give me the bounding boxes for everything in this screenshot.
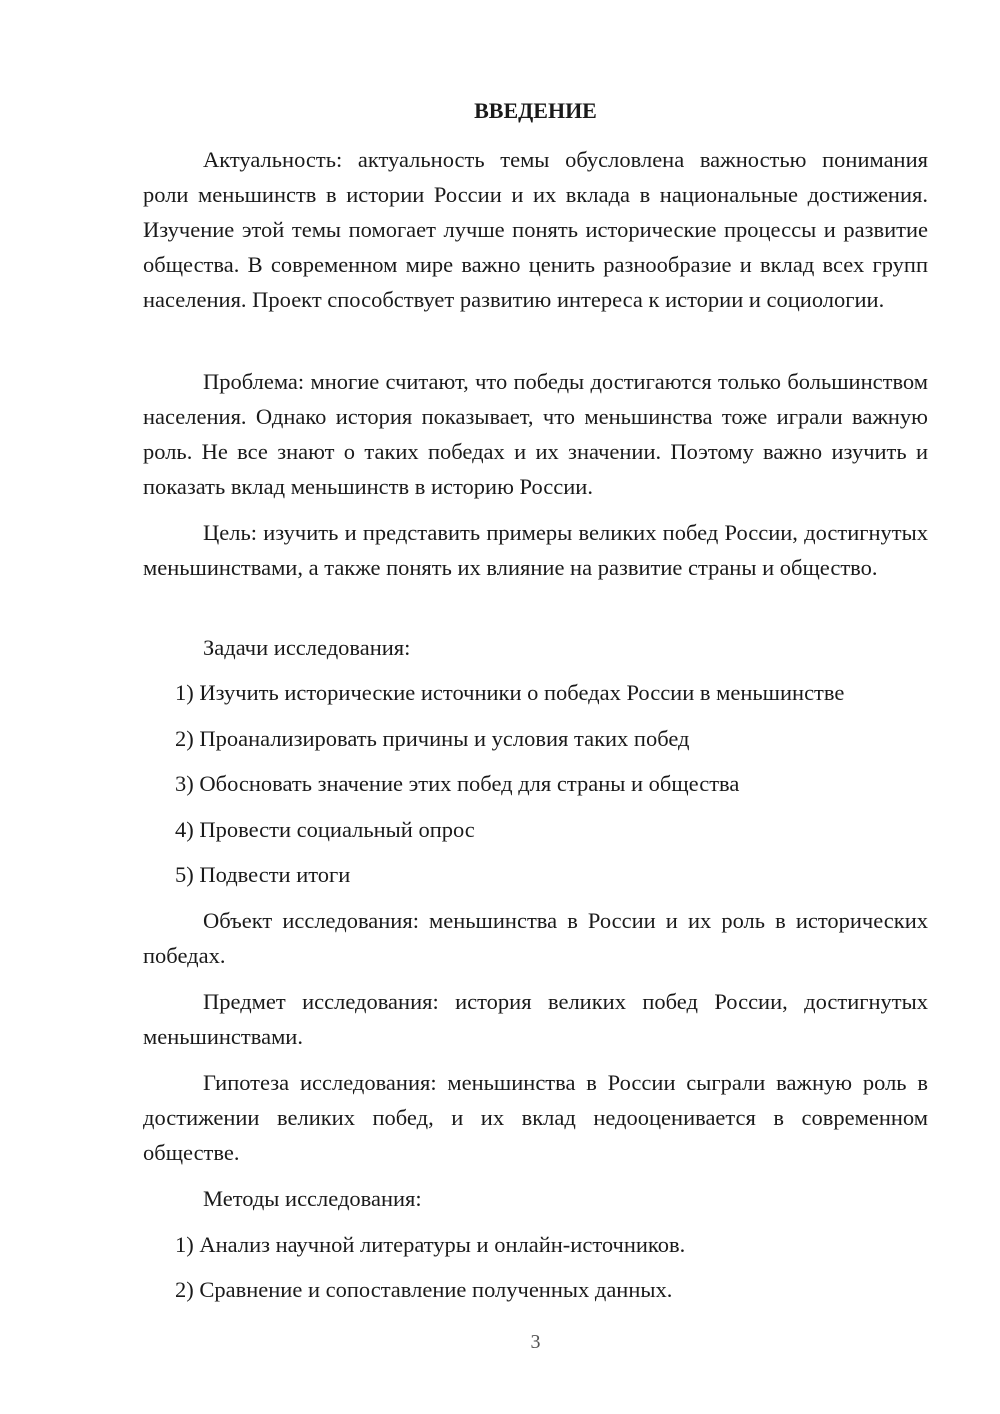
- task-item: 5) Подвести итоги: [175, 862, 351, 887]
- task-item: 2) Проанализировать причины и условия таких побед: [175, 726, 690, 751]
- tasks-heading: Задачи исследования:: [203, 635, 411, 660]
- task-item: 1) Изучить исторические источники о победах России в меньшинстве: [175, 680, 845, 705]
- problem-paragraph: Проблема: многие считают, что победы достигаются только большинством населения. Однако история показывает, что меньшинства тоже играли важную роль. Не все знают о таких победах и их значении. Поэтому важно изучить и показать вклад меньшинств в историю России.: [143, 369, 928, 499]
- method-item: 2) Сравнение и сопоставление полученных данных.: [175, 1277, 673, 1302]
- subject-paragraph: Предмет исследования: история великих побед России, достигнутых меньшинствами.: [143, 989, 928, 1049]
- relevance-paragraph: Актуальность: актуальность темы обусловлена важностью понимания роли меньшинств в истории России и их вклада в национальные достижения. Изучение этой темы помогает лучше понять исторические процессы и развитие общества. В современном мире важно ценить разнообразие и вклад всех групп населения. Проект способствует развитию интереса к истории и социологии.: [143, 147, 928, 312]
- task-item: 3) Обосновать значение этих побед для страны и общества: [175, 771, 740, 796]
- document-page: [143, 0, 928, 1414]
- section-title: ВВЕДЕНИЕ: [474, 98, 597, 123]
- hypothesis-paragraph: Гипотеза исследования: меньшинства в России сыграли важную роль в достижении великих побед, и их вклад недооценивается в современном обществе.: [143, 1070, 928, 1165]
- task-item: 4) Провести социальный опрос: [175, 817, 475, 842]
- goal-paragraph: Цель: изучить и представить примеры великих побед России, достигнутых меньшинствами, а также понять их влияние на развитие страны и общество.: [143, 520, 928, 580]
- methods-heading: Методы исследования:: [203, 1186, 422, 1211]
- object-paragraph: Объект исследования: меньшинства в России и их роль в исторических победах.: [143, 908, 928, 968]
- method-item: 1) Анализ научной литературы и онлайн-источников.: [175, 1232, 686, 1257]
- page-number: 3: [530, 1331, 541, 1353]
